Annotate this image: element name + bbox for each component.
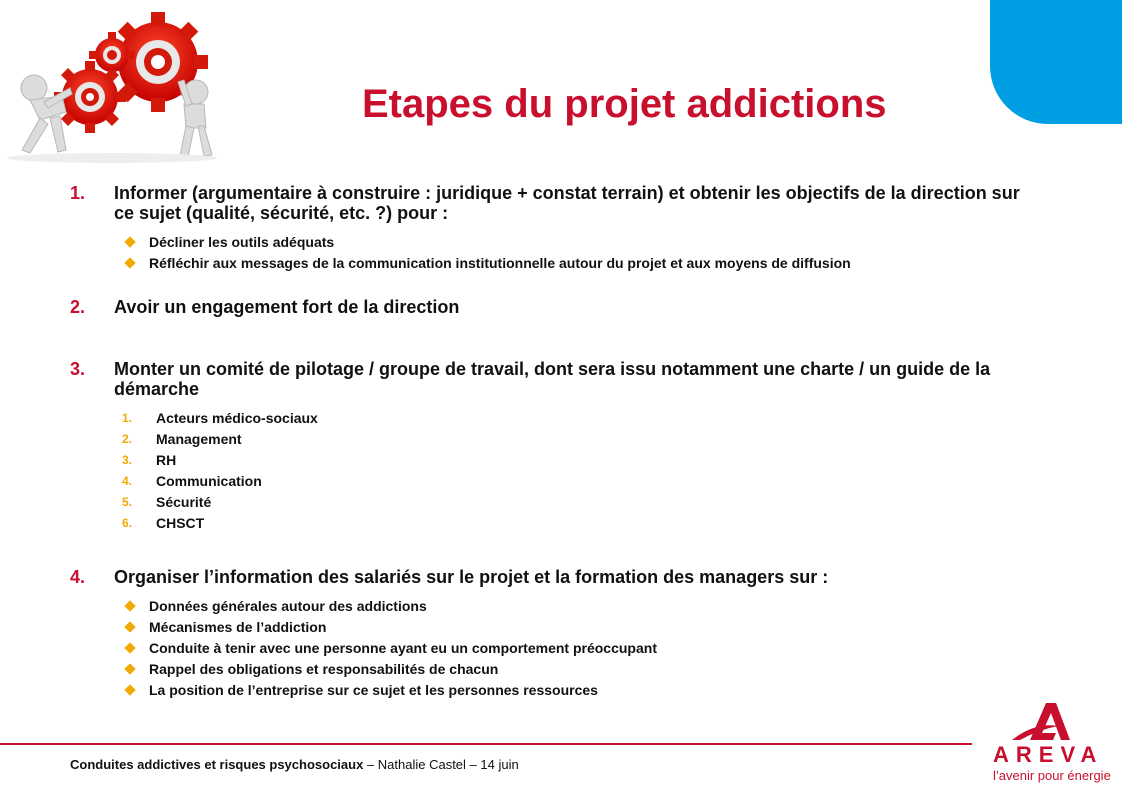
figure-right-icon (178, 80, 212, 157)
step-3-numbered-list (122, 407, 1040, 533)
list-item: 6. CHSCT (122, 514, 205, 531)
step-text: Organiser l’information des salariés sur le projet et la formation des managers sur : (114, 567, 829, 587)
diamond-bullet-icon (124, 600, 135, 611)
diamond-bullet-icon (124, 236, 135, 247)
step-number: 3. (70, 359, 86, 379)
step-number: 1. (70, 183, 86, 203)
list-item: Conduite à tenir avec une personne ayant eu un comportement préoccupant (122, 637, 1040, 658)
step-item-1 (70, 183, 1040, 223)
list-item: 2. Management (122, 430, 242, 447)
list-item: 4. Communication (122, 472, 262, 489)
step-1-bullets (122, 231, 1040, 273)
footer-topic: Conduites addictives et risques psychosociaux (70, 757, 364, 772)
list-item: La position de l’entreprise sur ce sujet et les personnes ressources (122, 679, 1040, 700)
list-item: Décliner les outils adéquats (122, 231, 1040, 252)
step-text: Avoir un engagement fort de la direction (114, 297, 460, 317)
step-item-3 (70, 359, 1040, 399)
list-item: 3. RH (122, 451, 177, 468)
diamond-bullet-icon (124, 684, 135, 695)
step-item-4 (70, 567, 1040, 587)
list-item: Réfléchir aux messages de la communication institutionnelle autour du projet et aux moyens de diffusion (122, 252, 1040, 273)
footer-divider (0, 743, 972, 745)
diamond-bullet-icon (124, 621, 135, 632)
brand-slogan: l’avenir pour énergie (993, 768, 1111, 783)
list-item: Données générales autour des addictions (122, 595, 1040, 616)
diamond-bullet-icon (124, 642, 135, 653)
steps-list (70, 183, 1040, 700)
step-text: Monter un comité de pilotage / groupe de travail, dont sera issu notamment une charte / un guide de la démarche (114, 359, 991, 399)
step-number: 4. (70, 567, 86, 587)
diamond-bullet-icon (124, 257, 135, 268)
footer-text (70, 757, 519, 772)
page-title: Etapes du projet addictions (362, 82, 887, 126)
diamond-bullet-icon (124, 663, 135, 674)
list-item: Rappel des obligations et responsabilités de chacun (122, 658, 1040, 679)
step-item-2 (70, 297, 1040, 317)
step-4-bullets (122, 595, 1040, 700)
step-number: 2. (70, 297, 86, 317)
step-text: Informer (argumentaire à construire : juridique + constat terrain) et obtenir les objectifs de la direction sur ce sujet (qualité, sécurité, etc. ?) pour : (114, 183, 1020, 223)
list-item: 1. Acteurs médico-sociaux (122, 409, 318, 426)
corner-decoration (990, 0, 1122, 124)
gears-illustration (0, 0, 225, 165)
list-item: Mécanismes de l’addiction (122, 616, 1040, 637)
footer-author-date: – Nathalie Castel – 14 juin (363, 757, 519, 772)
brand-name: AREVA (993, 742, 1104, 767)
list-item: 5. Sécurité (122, 493, 212, 510)
